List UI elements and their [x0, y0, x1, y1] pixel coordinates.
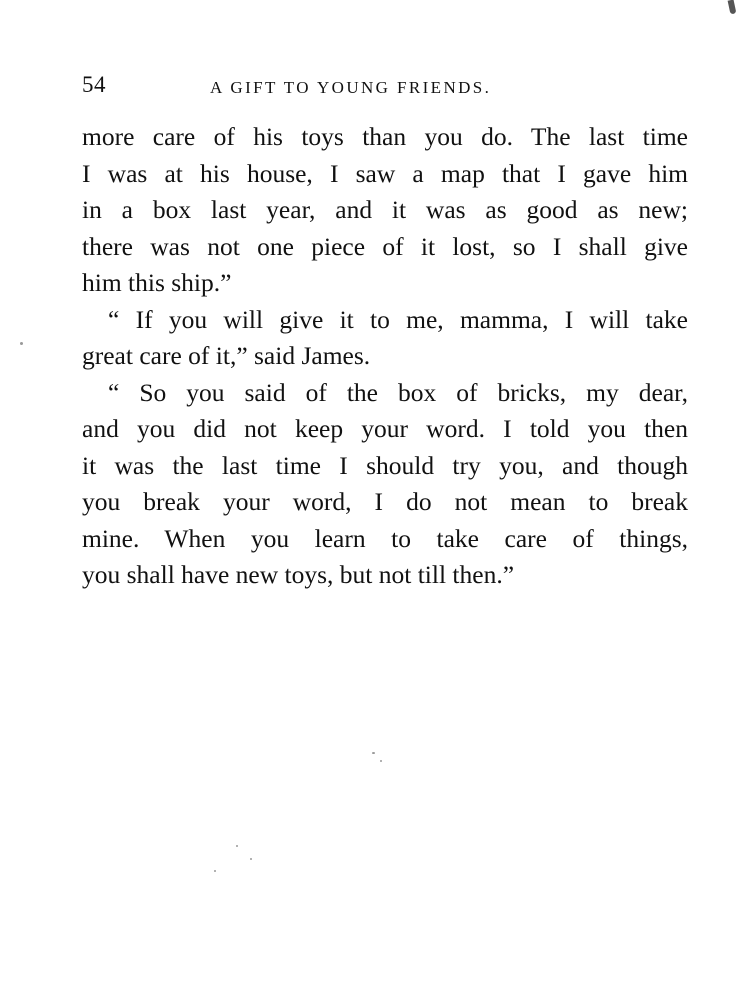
text-line: you break your word, I do not mean to break — [82, 487, 688, 516]
text-line: I was at his house, I saw a map that I gave him — [82, 158, 688, 188]
scan-speck — [250, 858, 252, 860]
text-line: “ So you said of the box of bricks, my dear, — [108, 377, 688, 407]
scan-speck — [236, 845, 238, 847]
scan-speck — [380, 760, 382, 762]
text-line: great care of it,” said James. — [82, 341, 371, 370]
text-line: mine. When you learn to take care of things, — [82, 523, 688, 553]
running-title: A GIFT TO YOUNG FRIENDS. — [210, 78, 492, 97]
text-line: it was the last time I should try you, and though — [82, 450, 688, 480]
scan-speck — [372, 752, 375, 754]
text-line: you shall have new toys, but not till then.” — [82, 560, 515, 589]
scan-speck — [20, 342, 23, 345]
scan-corner-mark — [728, 0, 737, 14]
page-header — [80, 72, 688, 106]
text-line: there was not one piece of it lost, so I shall give — [82, 231, 688, 261]
text-line: and you did not keep your word. I told you then — [82, 414, 688, 443]
page-number: 54 — [82, 72, 106, 97]
text-line: more care of his toys than you do. The last time — [82, 122, 688, 151]
body-text — [82, 119, 688, 594]
text-line: him this ship.” — [82, 268, 232, 297]
scan-speck — [214, 870, 216, 872]
text-line: “ If you will give it to me, mamma, I will take — [108, 304, 688, 334]
text-line: in a box last year, and it was as good as new; — [82, 195, 688, 224]
